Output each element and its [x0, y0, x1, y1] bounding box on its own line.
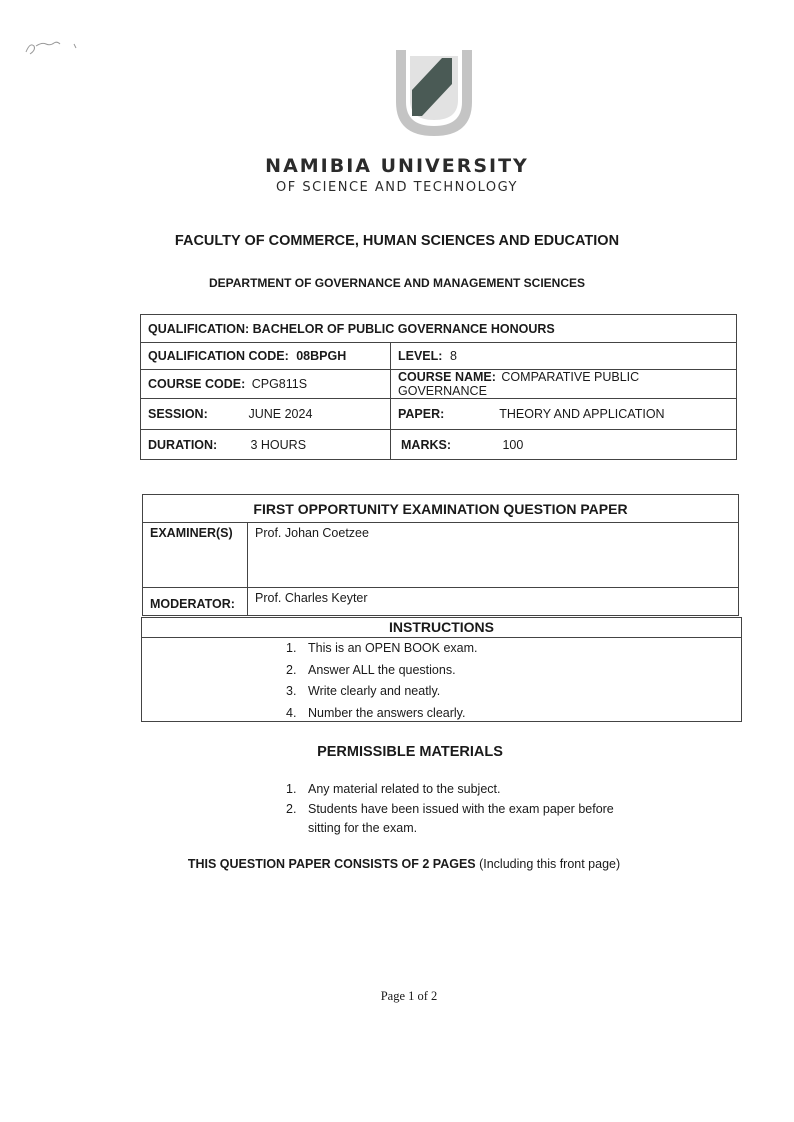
list-item: 4. Number the answers clearly.: [286, 705, 466, 720]
list-item: 3. Write clearly and neatly.: [286, 684, 441, 698]
paper-label: PAPER:: [398, 407, 445, 421]
course-code-cell: [141, 370, 391, 399]
permissible-materials-list: [286, 780, 614, 839]
level-cell: [391, 343, 737, 370]
duration-cell: [141, 430, 391, 460]
list-item: 1. This is an OPEN BOOK exam.: [286, 641, 478, 655]
exam-title: FIRST OPPORTUNITY EXAMINATION QUESTION PAPER: [143, 495, 739, 523]
examiner-name: Prof. Johan Coetzee: [248, 523, 739, 588]
page-count-bold: THIS QUESTION PAPER CONSISTS OF 2 PAGES: [187, 857, 476, 871]
page-count-rest: (Including this front page): [475, 857, 621, 871]
qualification-label: QUALIFICATION:: [148, 321, 250, 336]
course-name-label: COURSE NAME:: [398, 370, 496, 384]
course-name-cell: [391, 370, 737, 399]
level-label: LEVEL:: [398, 349, 443, 363]
page-number: Page 1 of 2: [380, 989, 438, 1003]
moderator-label: MODERATOR:: [143, 588, 248, 616]
marks-cell: [391, 430, 737, 460]
qualification-value: BACHELOR OF PUBLIC GOVERNANCE HONOURS: [252, 321, 555, 336]
paper-value: THEORY AND APPLICATION: [499, 407, 665, 421]
instructions-title: INSTRUCTIONS: [389, 619, 494, 635]
university-subtitle: OF SCIENCE AND TECHNOLOGY: [276, 180, 518, 195]
marks-value: 100: [502, 437, 524, 452]
level-value: 8: [449, 349, 457, 363]
duration-label: DURATION:: [148, 437, 218, 452]
list-item: 2. Answer ALL the questions.: [286, 662, 456, 677]
department-heading: DEPARTMENT OF GOVERNANCE AND MANAGEMENT SCIENCES: [208, 276, 585, 290]
list-item-continuation: sitting for the exam.: [308, 821, 418, 835]
list-item: 1. Any material related to the subject.: [286, 782, 501, 796]
permissible-materials-title: PERMISSIBLE MATERIALS: [317, 744, 503, 760]
course-code-value: CPG811S: [251, 377, 308, 391]
faculty-heading: FACULTY OF COMMERCE, HUMAN SCIENCES AND EDUCATION: [174, 233, 620, 249]
page-count-note: [0, 857, 794, 871]
session-label: SESSION:: [148, 407, 208, 421]
course-name-value: COMPARATIVE PUBLIC GOVERNANCE: [398, 370, 640, 398]
qualification-code-value: 08BPGH: [296, 349, 347, 363]
session-cell: [141, 399, 391, 430]
university-logo: [392, 46, 476, 140]
university-name: NAMIBIA UNIVERSITY: [265, 155, 529, 177]
session-value: JUNE 2024: [248, 407, 313, 421]
list-item: 2. Students have been issued with the exam paper before: [286, 801, 614, 816]
handwritten-mark: [22, 34, 86, 58]
qualification-code-cell: [141, 343, 391, 370]
course-details-table: [140, 314, 737, 460]
instructions-list: [286, 638, 478, 724]
examiner-label: EXAMINER(S): [143, 523, 248, 588]
marks-label: MARKS:: [401, 437, 451, 452]
paper-cell: [391, 399, 737, 430]
course-code-label: COURSE CODE:: [148, 377, 246, 391]
qualification-code-label: QUALIFICATION CODE:: [148, 349, 289, 363]
moderator-name: Prof. Charles Keyter: [248, 588, 739, 616]
duration-value: 3 HOURS: [250, 437, 307, 452]
qualification-cell: [141, 315, 737, 343]
examination-table: [142, 494, 739, 616]
